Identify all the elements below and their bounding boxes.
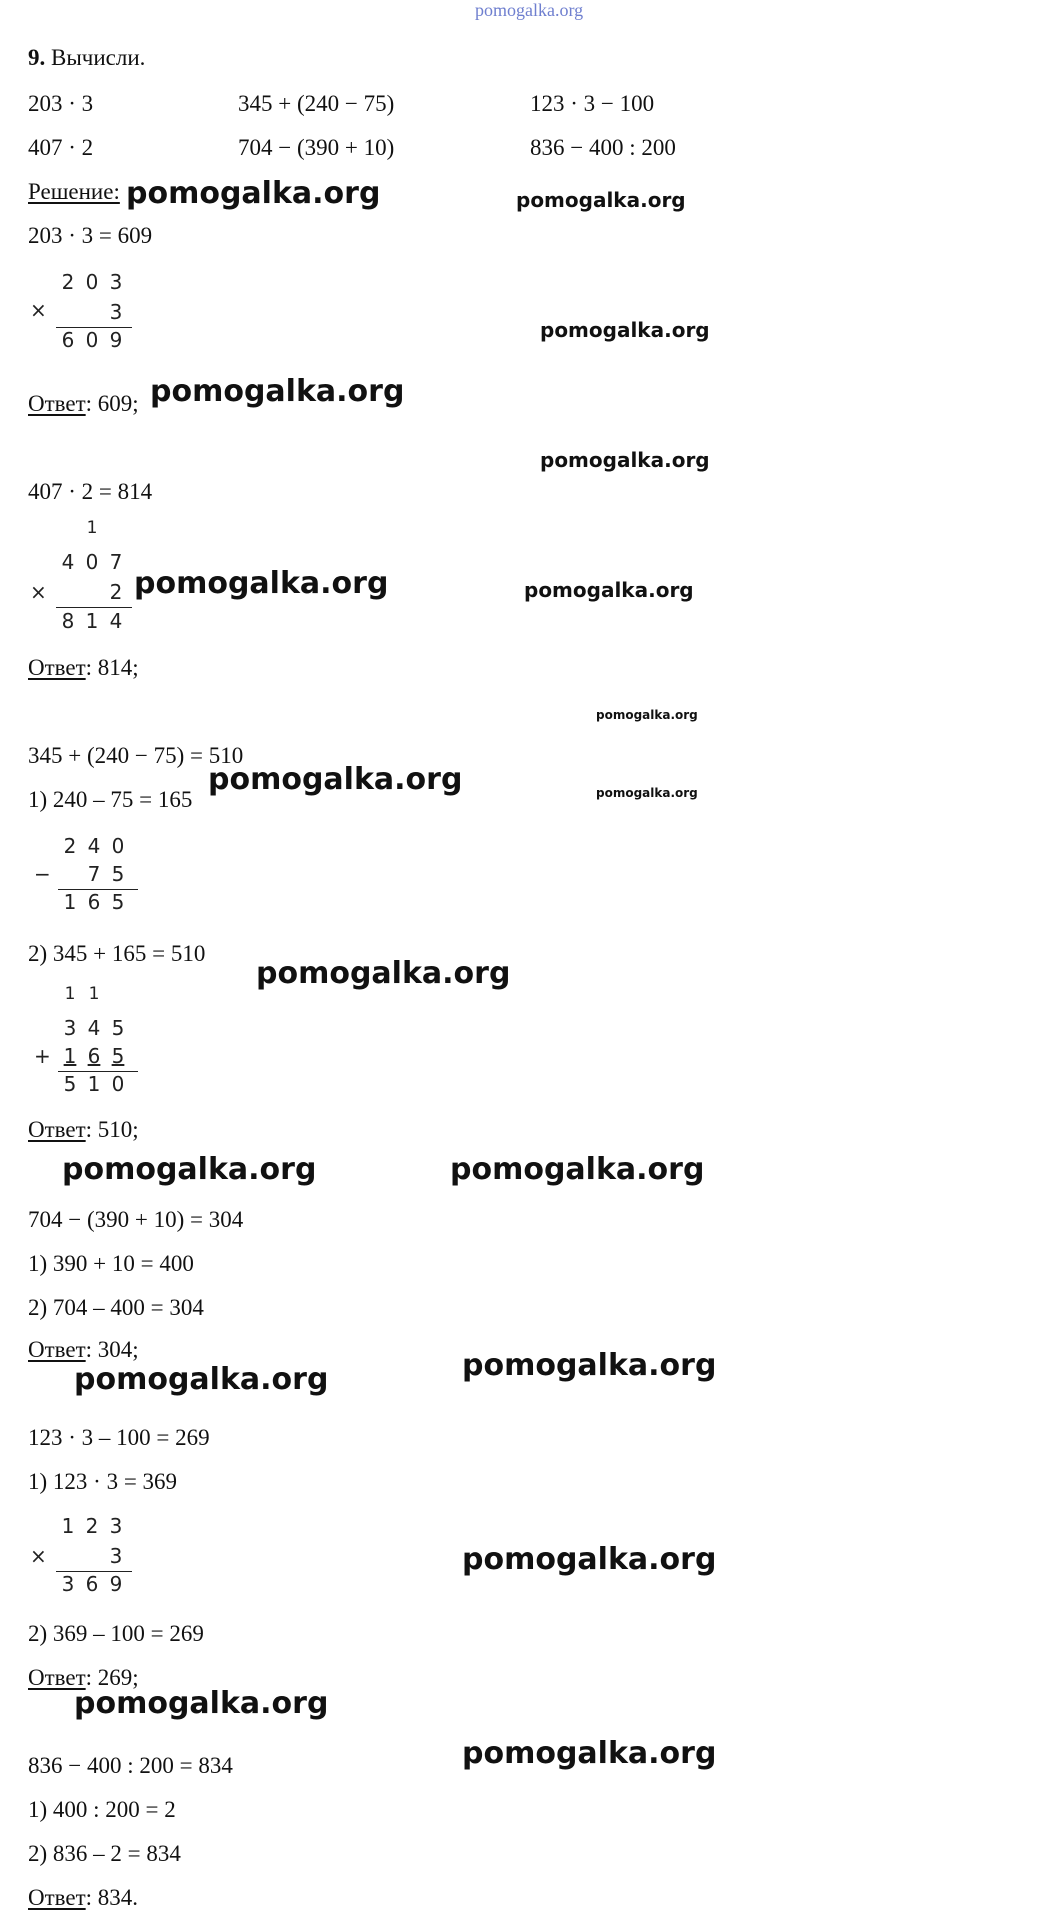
- block4-step2: 2) 704 – 400 = 304: [28, 1295, 204, 1320]
- block5-step1: 1) 123 · 3 = 369: [28, 1469, 178, 1494]
- block5-bottom: 3: [109, 1544, 123, 1568]
- watermark: pomogalka.org: [208, 762, 463, 797]
- task-heading: [28, 44, 145, 72]
- watermark: pomogalka.org: [150, 374, 405, 409]
- block3-step2: 2) 345 + 165 = 510: [28, 941, 206, 966]
- watermark: pomogalka.org: [516, 188, 686, 212]
- block2-rule: [56, 607, 132, 608]
- expr-5: 704 − (390 + 10): [238, 135, 395, 160]
- block6-step2: 2) 836 – 2 = 834: [28, 1841, 181, 1866]
- block3-col2-bottom: 1 6 5: [63, 1044, 125, 1068]
- answer-label: Ответ: [28, 1885, 86, 1910]
- watermark: pomogalka.org: [62, 1152, 317, 1187]
- block1-bottom: 3: [109, 300, 123, 324]
- watermark: pomogalka.org: [74, 1362, 329, 1397]
- watermark: pomogalka.org: [134, 566, 389, 601]
- watermark: pomogalka.org: [462, 1736, 717, 1771]
- block5-line: 123 · 3 – 100 = 269: [28, 1425, 210, 1450]
- block3-line: 345 + (240 − 75) = 510: [28, 743, 244, 768]
- block3-col2-result: 5 1 0: [63, 1072, 125, 1096]
- block3-step1: 1) 240 – 75 = 165: [28, 787, 193, 812]
- expr-6: 836 − 400 : 200: [530, 135, 676, 160]
- watermark: pomogalka.org: [450, 1152, 705, 1187]
- watermark: pomogalka.org: [126, 176, 381, 211]
- block2-carry: 1: [86, 518, 98, 538]
- answer-label: Ответ: [28, 391, 86, 416]
- answer-label: Ответ: [28, 1665, 86, 1690]
- block5-step2: 2) 369 – 100 = 269: [28, 1621, 204, 1646]
- block3-answer: Ответ: 510;: [28, 1117, 139, 1142]
- watermark: pomogalka.org: [256, 956, 511, 991]
- block2-bottom: 2: [109, 580, 123, 604]
- block3-col2-carry: 1 1: [64, 984, 100, 1004]
- watermark: pomogalka.org: [524, 578, 694, 602]
- watermark: pomogalka.org: [596, 786, 698, 800]
- expr-1: 203 · 3: [28, 91, 94, 116]
- block3-col1-result: 1 6 5: [63, 890, 125, 914]
- expr-4: 407 · 2: [28, 135, 94, 160]
- block5-op: ×: [30, 1544, 47, 1568]
- task-number: 9.: [28, 45, 46, 70]
- block4-step1: 1) 390 + 10 = 400: [28, 1251, 194, 1276]
- watermark: pomogalka.org: [462, 1542, 717, 1577]
- block2-op: ×: [30, 580, 47, 604]
- block4-answer: Ответ: 304;: [28, 1337, 139, 1362]
- block1-answer: Ответ: 609;: [28, 391, 139, 416]
- block2-result: 8 1 4: [61, 609, 123, 633]
- block2-top: 4 0 7: [61, 550, 123, 574]
- block5-top: 1 2 3: [61, 1514, 123, 1538]
- block1-result: 6 0 9: [61, 328, 123, 352]
- block3-col2-top: 3 4 5: [63, 1016, 125, 1040]
- block3-col1-op: −: [34, 862, 51, 886]
- block2-answer: Ответ: 814;: [28, 655, 139, 680]
- block5-result: 3 6 9: [61, 1572, 123, 1596]
- block6-line: 836 − 400 : 200 = 834: [28, 1753, 233, 1778]
- block1-line: 203 · 3 = 609: [28, 223, 153, 248]
- block1-op: ×: [30, 298, 47, 322]
- answer-label: Ответ: [28, 1117, 86, 1142]
- task-title: Вычисли.: [51, 45, 146, 70]
- watermark: pomogalka.org: [540, 448, 710, 472]
- block2-line: 407 · 2 = 814: [28, 479, 153, 504]
- solution-label: Решение:: [28, 179, 120, 204]
- watermark-top[interactable]: pomogalka.org: [475, 0, 584, 20]
- expr-2: 345 + (240 − 75): [238, 91, 395, 116]
- block3-col1-bottom: 7 5: [87, 862, 125, 886]
- block6-answer: Ответ: 834.: [28, 1885, 139, 1910]
- watermark: pomogalka.org: [540, 318, 710, 342]
- block5-answer: Ответ: 269;: [28, 1665, 139, 1690]
- block3-col1-top: 2 4 0: [63, 834, 125, 858]
- block6-step1: 1) 400 : 200 = 2: [28, 1797, 176, 1822]
- answer-label: Ответ: [28, 655, 86, 680]
- block3-col2-op: +: [34, 1044, 51, 1068]
- block1-top: 2 0 3: [61, 270, 123, 294]
- expr-3: 123 · 3 − 100: [530, 91, 655, 116]
- watermark: pomogalka.org: [462, 1348, 717, 1383]
- block4-line: 704 − (390 + 10) = 304: [28, 1207, 244, 1232]
- answer-label: Ответ: [28, 1337, 86, 1362]
- watermark: pomogalka.org: [596, 708, 698, 722]
- watermark: pomogalka.org: [74, 1686, 329, 1721]
